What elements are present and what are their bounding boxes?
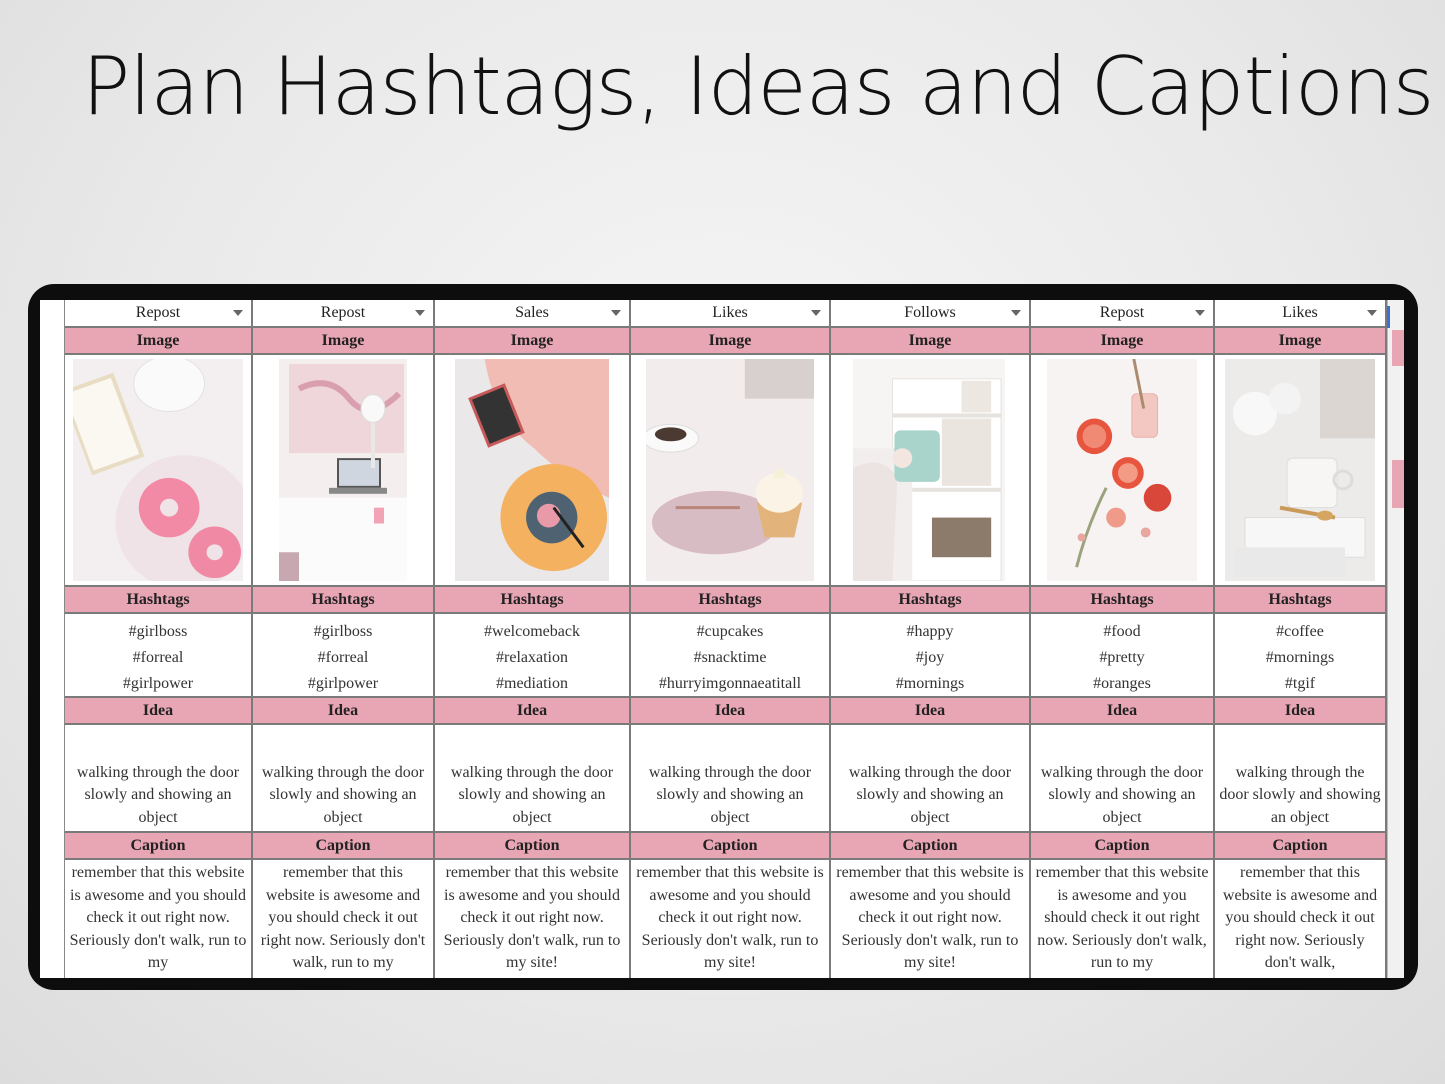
category-dropdown[interactable] [831, 300, 1029, 328]
idea-header: Idea [1215, 698, 1385, 725]
hashtag: #forreal [317, 649, 369, 666]
planner-column [1031, 300, 1215, 978]
planner-column [435, 300, 631, 978]
hashtags-cell[interactable] [631, 614, 829, 698]
hashtag: #hurryimgonnaeatitall [658, 675, 802, 692]
caption-header: Caption [1031, 833, 1213, 860]
caption-cell[interactable]: remember that this website is awesome and you should check it out right now. Seriously don't walk, run to my site! [443, 864, 621, 971]
caption-cell[interactable]: remember that this website is awesome and you should check it out right now. Seriously don't walk, run to my site! [836, 864, 1024, 971]
category-value: Likes [1282, 304, 1318, 321]
hashtag: #girlpower [122, 675, 194, 692]
dropdown-arrow-icon[interactable] [233, 310, 243, 316]
idea-text: walking through the door slowly and showing an object [76, 763, 240, 826]
spreadsheet-screen [40, 300, 1404, 978]
hashtag: #cupcakes [696, 623, 764, 640]
hashtag: #pretty [1099, 649, 1145, 666]
category-dropdown[interactable] [1215, 300, 1385, 328]
image-cell[interactable] [253, 355, 433, 587]
hashtag: #oranges [1093, 675, 1151, 692]
mug-bookshelf-photo [853, 359, 1005, 581]
hashtags-header: Hashtags [253, 587, 433, 614]
planner-column [253, 300, 435, 978]
caption-header: Caption [253, 833, 433, 860]
hashtag: #mornings [1265, 649, 1335, 666]
caption-header: Caption [435, 833, 629, 860]
caption-cell[interactable]: remember that this website is awesome and you should check it out right now. Seriously don't walk, run to my [69, 864, 247, 971]
idea-cell[interactable] [1031, 725, 1213, 833]
image-cell[interactable] [631, 355, 829, 587]
idea-cell[interactable] [253, 725, 433, 833]
idea-header: Idea [253, 698, 433, 725]
idea-text: walking through the door slowly and showing an object [1219, 763, 1381, 826]
idea-cell[interactable] [631, 725, 829, 833]
planner-column [65, 300, 253, 978]
hashtags-header: Hashtags [1215, 587, 1385, 614]
dropdown-arrow-icon[interactable] [611, 310, 621, 316]
image-cell[interactable] [65, 355, 251, 587]
tablet-frame [28, 284, 1418, 990]
next-column-header-fragment [1392, 330, 1404, 366]
page-title: Plan Hashtags, Ideas and Captions [82, 40, 1434, 133]
dropdown-arrow-icon[interactable] [415, 310, 425, 316]
image-header: Image [1031, 328, 1213, 355]
hashtag: #happy [906, 623, 954, 640]
planner-column [631, 300, 831, 978]
idea-header: Idea [831, 698, 1029, 725]
hashtags-cell[interactable] [1215, 614, 1385, 698]
dropdown-arrow-icon[interactable] [811, 310, 821, 316]
hashtags-header: Hashtags [831, 587, 1029, 614]
category-dropdown[interactable] [631, 300, 829, 328]
hashtag: #joy [915, 649, 945, 666]
hashtags-header: Hashtags [435, 587, 629, 614]
image-header: Image [631, 328, 829, 355]
hashtag: #tgif [1284, 675, 1316, 692]
category-value: Likes [712, 304, 748, 321]
hashtags-cell[interactable] [831, 614, 1029, 698]
caption-header: Caption [631, 833, 829, 860]
hashtag: #welcomeback [484, 623, 580, 640]
donuts-teapot-photo [73, 359, 243, 581]
hashtags-header: Hashtags [1031, 587, 1213, 614]
category-value: Repost [1099, 304, 1145, 321]
image-header: Image [831, 328, 1029, 355]
hashtag: #girlboss [128, 623, 188, 640]
image-header: Image [1215, 328, 1385, 355]
category-value: Repost [320, 304, 366, 321]
hashtag: #girlboss [313, 623, 373, 640]
idea-text: walking through the door slowly and showing an object [848, 763, 1012, 826]
image-cell[interactable] [435, 355, 629, 587]
idea-cell[interactable] [435, 725, 629, 833]
hashtags-header: Hashtags [65, 587, 251, 614]
idea-header: Idea [435, 698, 629, 725]
hashtag: #mediation [496, 675, 568, 692]
idea-text: walking through the door slowly and showing an object [1040, 763, 1204, 826]
hashtags-cell[interactable] [253, 614, 433, 698]
planner-column [831, 300, 1031, 978]
desk-laptop-photo [279, 359, 407, 581]
caption-cell[interactable]: remember that this website is awesome and you should check it out right now. Seriously don't walk, run to my [1035, 864, 1209, 971]
dropdown-arrow-icon[interactable] [1195, 310, 1205, 316]
hashtag: #mornings [895, 675, 965, 692]
category-dropdown[interactable] [253, 300, 433, 328]
caption-cell[interactable]: remember that this website is awesome and you should check it out right now. Seriously don't walk, [1222, 864, 1378, 971]
planner-column [1215, 300, 1387, 978]
caption-cell[interactable]: remember that this website is awesome and you should check it out right now. Seriously don't walk, run to my [260, 864, 426, 971]
category-dropdown[interactable] [435, 300, 629, 328]
image-header: Image [253, 328, 433, 355]
caption-cell[interactable]: remember that this website is awesome and you should check it out right now. Seriously don't walk, run to my site! [636, 864, 824, 971]
caption-header: Caption [1215, 833, 1385, 860]
category-dropdown[interactable] [65, 300, 251, 328]
hashtag: #coffee [1276, 623, 1324, 640]
idea-header: Idea [65, 698, 251, 725]
hashtag: #relaxation [496, 649, 568, 666]
next-column-header-fragment [1392, 460, 1404, 508]
idea-header: Idea [1031, 698, 1213, 725]
image-header: Image [435, 328, 629, 355]
image-header: Image [65, 328, 251, 355]
caption-header: Caption [831, 833, 1029, 860]
hashtag: #snacktime [693, 649, 767, 666]
hashtags-header: Hashtags [631, 587, 829, 614]
next-column-edge [1387, 300, 1404, 978]
hashtags-cell[interactable] [435, 614, 629, 698]
idea-cell[interactable] [831, 725, 1029, 833]
category-value: Sales [515, 304, 549, 321]
idea-text: walking through the door slowly and showing an object [648, 763, 812, 826]
hashtag: #food [1103, 623, 1141, 640]
hashtag: #forreal [132, 649, 184, 666]
hashtags-cell[interactable] [1031, 614, 1213, 698]
category-value: Follows [904, 304, 956, 321]
category-value: Repost [135, 304, 181, 321]
dropdown-arrow-icon[interactable] [1011, 310, 1021, 316]
idea-text: walking through the door slowly and showing an object [261, 763, 425, 826]
dropdown-arrow-icon[interactable] [1367, 310, 1377, 316]
selection-indicator [1387, 306, 1390, 328]
cupcake-coffee-photo [646, 359, 814, 581]
image-cell[interactable] [1215, 355, 1385, 587]
caption-header: Caption [65, 833, 251, 860]
blood-oranges-photo [1047, 359, 1197, 581]
letterboard-tray-photo [455, 359, 609, 581]
hashtag: #girlpower [307, 675, 379, 692]
idea-cell[interactable] [1215, 725, 1385, 833]
category-dropdown[interactable] [1031, 300, 1213, 328]
image-cell[interactable] [1031, 355, 1213, 587]
content-planner-grid [64, 300, 1387, 978]
idea-cell[interactable] [65, 725, 251, 833]
hashtags-cell[interactable] [65, 614, 251, 698]
coffee-honey-photo [1225, 359, 1375, 581]
image-cell[interactable] [831, 355, 1029, 587]
idea-text: walking through the door slowly and showing an object [450, 763, 614, 826]
idea-header: Idea [631, 698, 829, 725]
